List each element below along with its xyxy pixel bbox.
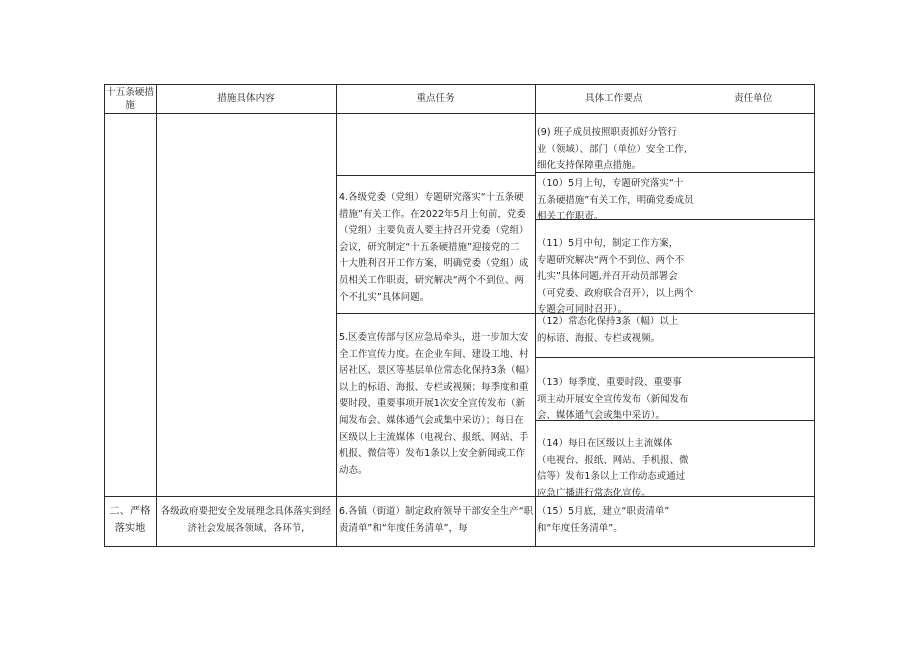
col-line-3 xyxy=(535,84,536,547)
section-2-title: 二、严格 落实地 xyxy=(109,506,151,534)
row-line-task4-top xyxy=(336,175,536,176)
key-task-5: 5.区委宣传部与区应急局牵头，进一步加大安 全工作宣传力度。在企业车间、建设工地、村 居社区、景区等基层单位常态化保持3条（幅） 以上的标语、海报、专栏或视频；每季度和重 要时段、重要事项开展1次安全宣传发布（新 闻发布会、媒体通气会或集中采访）；每日在 区级以上主流媒体（电视台、报纸、网站、手 机报、微信等）发布1条以上安全新闻或工作 动态。 xyxy=(339,332,535,476)
row-line-section1-bottom xyxy=(104,496,815,497)
work-point-11: （11）5月中旬，制定工作方案， 专题研究解决“两个不到位、两个不 扎实”具体问题,并召开动员部署会 （可党委、政府联合召开），以上两个 专题会可同时召开）。 xyxy=(537,238,694,316)
table-line-header-bottom xyxy=(104,113,815,114)
work-point-14: （14）每日在区级以上主流媒体 （电视台、报纸、网站、手机报、微 信等）发布1条以上工作动态或通过 应急广播进行常态化宣传。 xyxy=(537,438,689,499)
table-line-right xyxy=(814,84,815,547)
row-line-point12-bottom xyxy=(535,357,815,358)
header-measure: 十五条硬措 施 xyxy=(106,87,154,111)
header-work-points: 具体工作要点 xyxy=(585,93,643,104)
section-2-measure-content: 各级政府要把安全发展理念具体落实到经 济社会发展各领域、各环节, xyxy=(160,506,332,534)
header-responsible-unit: 责任单位 xyxy=(734,93,773,104)
work-point-12: （12）常态化保持3条（幅）以上 的标语、海报、专栏或视频。 xyxy=(537,316,679,344)
work-point-9: (9) 班子成员按照职责抓好分管行 业（领域）、部门（单位）安全工作, 细化支持保障重点措施。 xyxy=(537,127,687,172)
table-line-left xyxy=(104,84,105,547)
work-point-15: （15）5月底，建立“职责清单” 和“年度任务清单”。 xyxy=(537,506,670,534)
table-line-bottom xyxy=(104,546,815,547)
key-task-4: 4.各级党委（党组）专题研究落实“十五条硬 措施”有关工作。在2022年5月上旬前，党委 （党组）主要负责人要主持召开党委（党组） 会议，研究制定“十五条硬措施”迎接党的二 十大胜利召开工作方案，明确党委（党组）成 员相关工作职责，研究解决“两个不到位、两 个不扎实”具体问题。 xyxy=(339,192,529,303)
header-measure-content: 措施具体内容 xyxy=(217,93,275,104)
work-point-13: （13）每季度、重要时段、重要事 项主动开展安全宣传发布（新闻发布 会、媒体通气会或集中采访）。 xyxy=(537,377,689,422)
header-key-task: 重点任务 xyxy=(416,93,455,104)
col-line-1 xyxy=(156,84,157,547)
col-line-2 xyxy=(336,84,337,547)
work-point-10: （10）5月上旬，专题研究落实“十 五条硬措施”有关工作，明确党委成员 相关工作职责。 xyxy=(537,178,694,223)
table-line-top xyxy=(104,84,815,85)
key-task-6: 6.各镇（街道）制定政府领导干部安全生产“职 责清单”和“年度任务清单”，每 xyxy=(339,506,534,534)
